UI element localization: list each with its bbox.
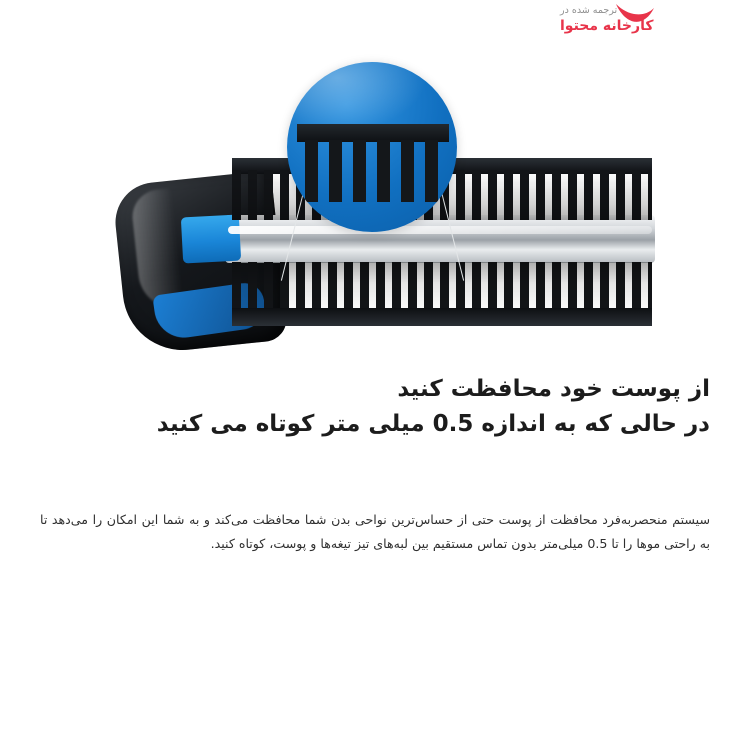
page-title (40, 372, 710, 442)
magnifier-gloss (287, 62, 427, 132)
headline-line-2: در حالی که به اندازه 0.5 میلی متر کوتاه می کنید (156, 411, 710, 437)
translation-watermark (560, 0, 750, 62)
watermark-line-1: ترجمه شده در (560, 5, 618, 16)
comb-teeth-lower-shading (232, 262, 652, 314)
headline-line-1: از پوست خود محافظت کنید (397, 376, 710, 402)
hero-product-image (0, 40, 750, 350)
magnified-comb-teeth (305, 140, 441, 202)
body-paragraph: سیستم منحصربه‌فرد محافظت از پوست حتی از حساس‌ترین نواحی بدن شما محافظت می‌کند و به شما این امکان را می‌دهد تا به راحتی موها را تا 0.5 میلی‌متر بدون تماس مستقیم بین لبه‌های تیز تیغه‌ها و پوست، کوتاه کنید. (40, 511, 710, 551)
steel-blade-bar (225, 215, 655, 263)
magnifier-bubble (287, 62, 457, 232)
watermark-line-2: کارخانه محتوا (560, 18, 654, 34)
blue-guard-block (181, 215, 241, 264)
